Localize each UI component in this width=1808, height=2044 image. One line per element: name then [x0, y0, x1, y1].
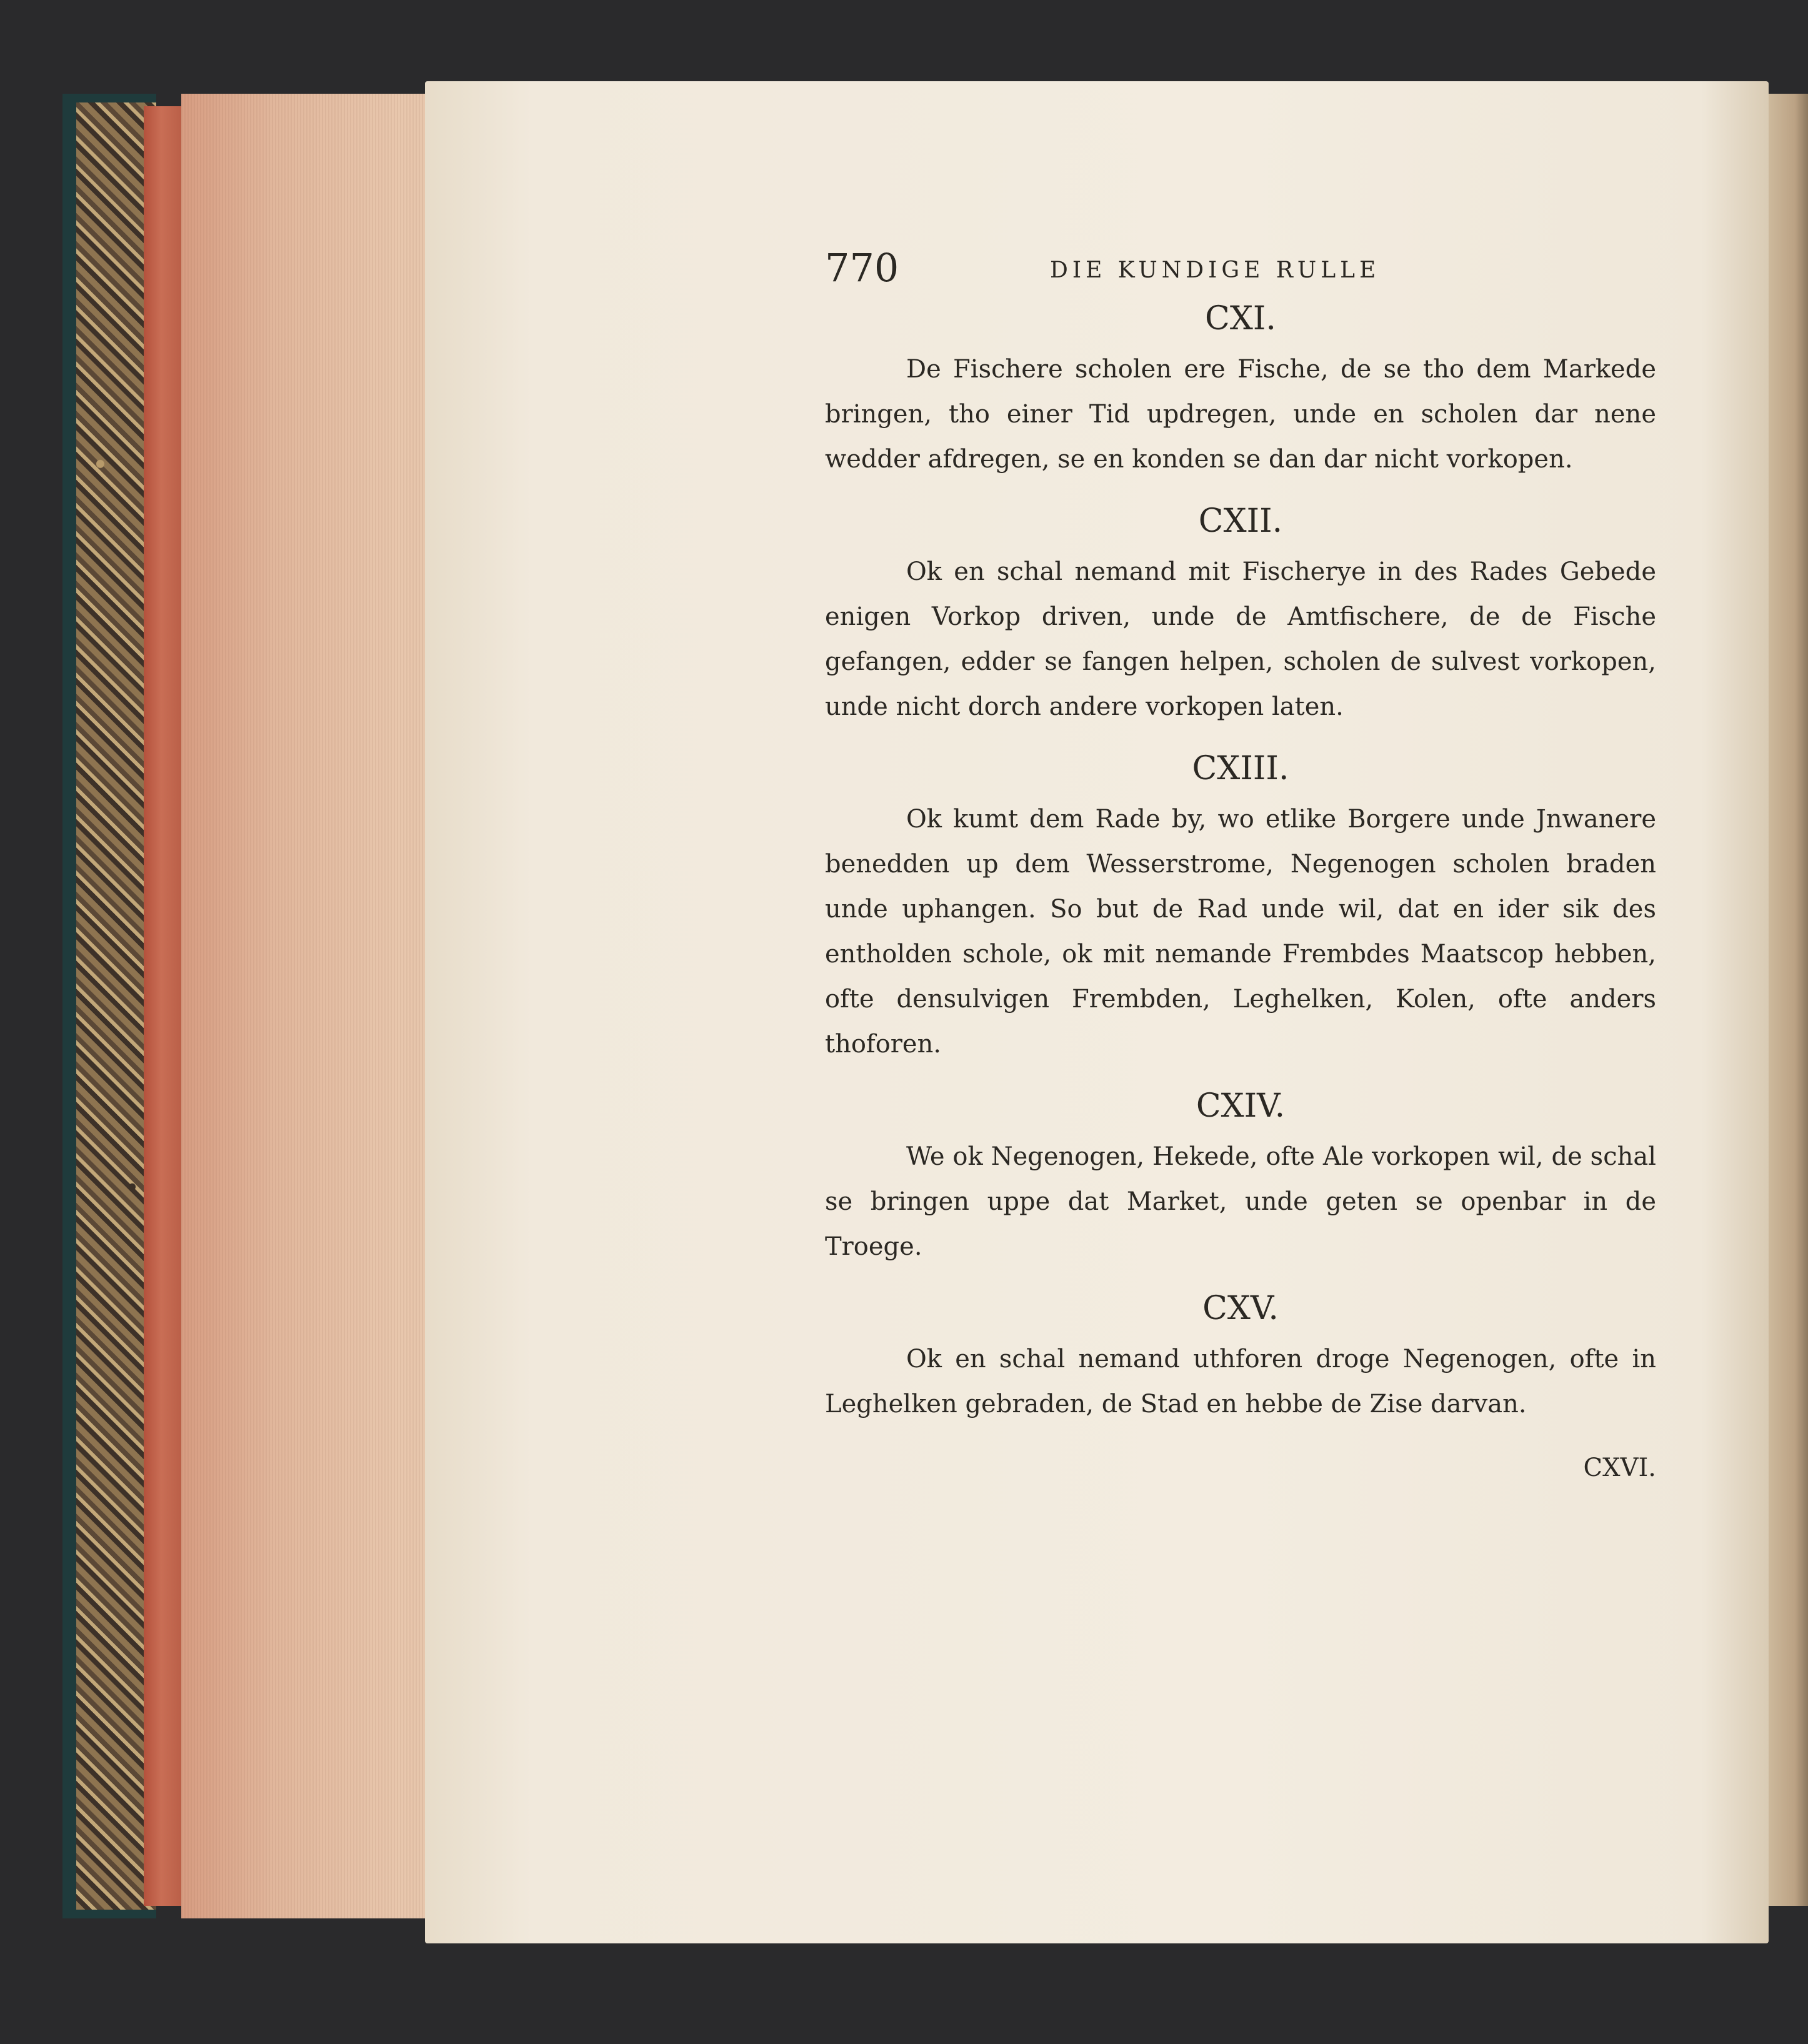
section-cxi [825, 297, 1656, 482]
section-cxiii [825, 747, 1656, 1067]
section-text: We ok Negenogen, Hekede, ofte Ale vorkopen wil, de schal se bringen uppe dat Market, unde geten se openbar in de Troege. [825, 1142, 1656, 1261]
running-head [825, 241, 1656, 297]
page-content [825, 241, 1656, 1490]
facing-page-edge [1769, 94, 1808, 1906]
section-text: Ok en schal nemand uthforen droge Negenogen, ofte in Leghelken gebraden, de Stad en hebbe de Zise darvan. [825, 1345, 1656, 1418]
section-heading: CXV. [1202, 1290, 1279, 1327]
section-heading: CXI. [1205, 300, 1276, 337]
book-cover [62, 94, 156, 1918]
catchword: CXVI. [1583, 1453, 1656, 1482]
section-heading: CXIV. [1196, 1087, 1286, 1125]
section-heading: CXII. [1198, 502, 1283, 540]
section-text: Ok en schal nemand mit Fischerye in des Rades Gebede enigen Vorkop driven, unde de Amtfischere, de de Fische gefangen, edder se fangen helpen, scholen de sulvest vorkopen, unde nicht dorch andere vorkopen laten. [825, 557, 1656, 721]
section-cxiv [825, 1084, 1656, 1269]
page-number: 770 [825, 245, 899, 291]
header-title: DIE KUNDIGE RULLE [1050, 257, 1381, 283]
section-heading: CXIII. [1192, 750, 1289, 787]
section-cxii [825, 499, 1656, 729]
section-text: De Fischere scholen ere Fische, de se tho dem Markede bringen, tho einer Tid updregen, unde en scholen dar nene wedder afdregen, se en konden se dan dar nicht vorkopen. [825, 355, 1656, 474]
section-cxv [825, 1287, 1656, 1427]
section-text: Ok kumt dem Rade by, wo etlike Borgere unde Jnwanere benedden up dem Wesserstrome, Negenogen scholen braden unde uphangen. So but de Rad unde wil, dat en ider sik des entholden schole, ok mit nemande Frembdes Maatscop hebben, ofte densulvigen Frembden, Leghelken, Kolen, ofte anders thoforen. [825, 805, 1656, 1059]
